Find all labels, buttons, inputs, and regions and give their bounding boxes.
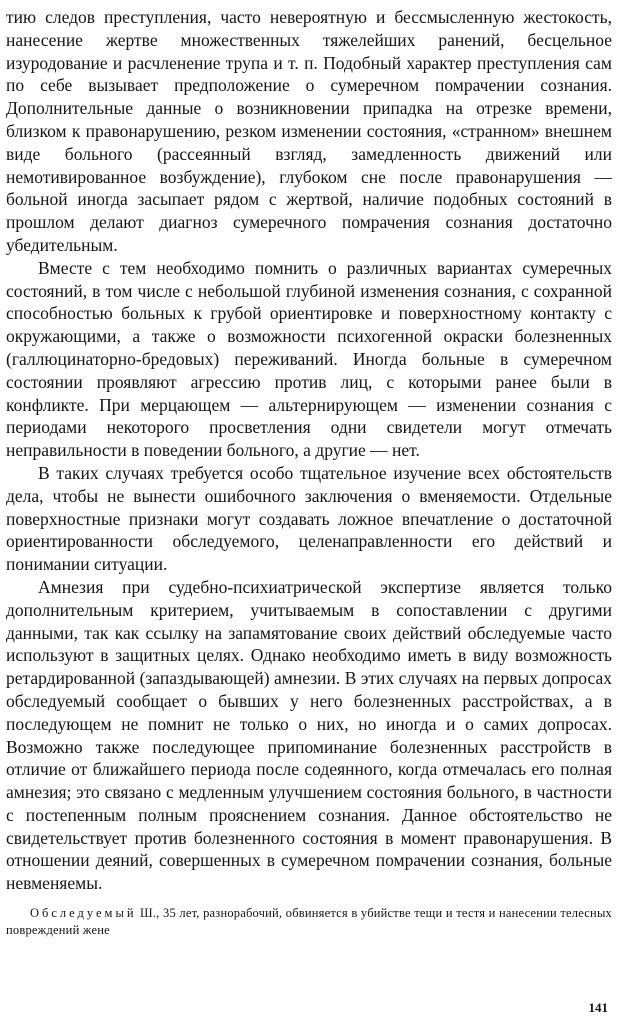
paragraph-4: Амнезия при судебно-психиатрической экспертизе является только дополнительным критерием, учитываемым в сопоставлении с другими данными, так как ссылку на запамятование своих действий обследуемые часто используют в защитных целях. Однако необходимо иметь в виду возможность ретардированной (запаздывающей) амнезии. В этих случаях на первых допросах обследуемый сообщает о бывших у него болезненных расстройствах, а в последующем не помнит не только о них, но иногда и о самих допросах. Возможно также последующее припоминание болезненных расстройств в отличие от ближайшего периода после содеянного, когда отмечалась его полная амнезия; это связано с медленным улучшением состояния больного, в частности с постепенным полным прояснением сознания. Данное обстоятельство не свидетельствует против болезненного состояния в момент правонарушения. В отношении деяний, совершенных в сумеречном помрачении сознания, больные невменяемы.: [6, 576, 612, 894]
paragraph-3: В таких случаях требуется особо тщательное изучение всех обстоятельств дела, чтобы не вынести ошибочного заключения о вменяемости. Отдельные поверхностные признаки могут создавать ложное впечатление о достаточной ориентированности обследуемого, целенаправленности его действий и понимании ситуации.: [6, 462, 612, 575]
case-note-text: Ш., 35 лет, разнорабочий, обвиняется в убийстве тещи и тестя и нанесении телесных повреждений жене: [6, 906, 612, 938]
page-number: 141: [588, 1000, 608, 1015]
case-note: [6, 905, 612, 939]
paragraph-2: Вместе с тем необходимо помнить о различных вариантах сумеречных состояний, в том числе с небольшой глубиной изменения сознания, с сохранной способностью больных к грубой ориентировке и поверхностному контакту с окружающими, а также о возможности психогенной окраски болезненных (галлюцинаторно-бредовых) переживаний. Иногда больные в сумеречном состоянии проявляют агрессию против лиц, с которыми ранее были в конфликте. При мерцающем — альтернирующем — изменении сознания с периодами некоторого просветления одни свидетели могут отмечать неправильности в поведении больного, а другие — нет.: [6, 257, 612, 461]
case-note-lead: Обследуемый: [30, 906, 137, 921]
paragraph-1: тию следов преступления, часто невероятную и бессмысленную жестокость, нанесение жертве множественных тяжелейших ранений, бесцельное изуродование и расчленение трупа и т. п. Подобный характер преступления сам по себе вызывает предположение о сумеречном помрачении сознания. Дополнительные данные о возникновении припадка на отрезке времени, близком к правонарушению, резком изменении состояния, «странном» внешнем виде больного (рассеянный взгляд, замедленность движений или немотивированное возбуждение), глубоком сне после правонарушения — больной иногда засыпает рядом с жертвой, наличие подобных состояний в прошлом делают диагноз сумеречного помрачения сознания достаточно убедительным.: [6, 7, 612, 255]
body-text: [6, 6, 612, 895]
